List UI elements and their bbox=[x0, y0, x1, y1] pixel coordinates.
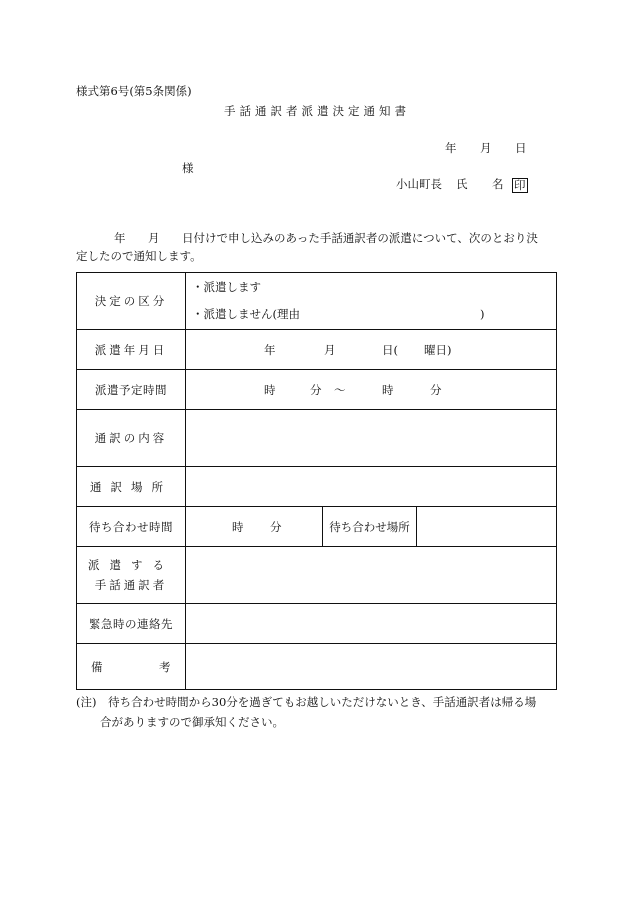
interpreter-label-line-1: 派遣する bbox=[88, 558, 174, 572]
remarks-label-2: 考 bbox=[159, 659, 174, 674]
decision-cell[interactable] bbox=[186, 273, 557, 330]
emergency-label: 緊急時の連絡先 bbox=[77, 604, 186, 644]
decision-option-dispatch[interactable]: ・派遣します bbox=[192, 279, 261, 294]
date-year-label: 年 bbox=[445, 141, 457, 155]
body-line-2: 定したので通知します。 bbox=[76, 249, 202, 263]
time-label: 派遣予定時間 bbox=[77, 370, 186, 410]
meet-time-cell[interactable] bbox=[186, 507, 323, 547]
interpreter-cell[interactable] bbox=[186, 547, 557, 604]
dispatch-table bbox=[76, 272, 557, 690]
date-weekday-unit: 曜日) bbox=[424, 342, 452, 357]
body-month-label: 月 bbox=[148, 231, 160, 245]
place-label: 通訳場所 bbox=[77, 467, 186, 507]
meet-hour-unit: 時 bbox=[232, 519, 244, 534]
meet-min-unit: 分 bbox=[270, 519, 282, 534]
footnote-text-1: 待ち合わせ時間から30分を過ぎてもお越しいただけないとき、手話通訳者は帰る場 bbox=[108, 695, 537, 709]
meet-row bbox=[77, 507, 557, 547]
footnote-text-2: 合がありますので御承知ください。 bbox=[100, 715, 284, 729]
emergency-row bbox=[77, 604, 557, 644]
decision-reason-close: ) bbox=[480, 307, 485, 321]
seal-text: 印 bbox=[514, 178, 526, 192]
emergency-cell[interactable] bbox=[186, 604, 557, 644]
time-min-1: 分 bbox=[310, 382, 322, 397]
remarks-label bbox=[77, 644, 186, 690]
time-hour-1: 時 bbox=[264, 382, 276, 397]
date-label: 派遣年月日 bbox=[77, 330, 186, 370]
time-min-2: 分 bbox=[430, 382, 442, 397]
interpreter-row bbox=[77, 547, 557, 604]
date-year-unit: 年 bbox=[264, 342, 276, 357]
footnote-line-1 bbox=[76, 692, 566, 712]
meet-place-label: 待ち合わせ場所 bbox=[323, 507, 417, 547]
date-month-unit: 月 bbox=[324, 342, 336, 357]
content-row bbox=[77, 410, 557, 467]
document-title: 手話通訳者派遣決定通知書 bbox=[224, 104, 410, 118]
seal-stamp bbox=[512, 178, 528, 193]
content-cell[interactable] bbox=[186, 410, 557, 467]
date-month-label: 月 bbox=[480, 141, 492, 155]
form-number: 様式第6号(第5条関係) bbox=[76, 84, 192, 98]
meet-place-cell[interactable] bbox=[417, 507, 557, 547]
body-year-label: 年 bbox=[114, 231, 126, 245]
issuer-name-label-2: 名 bbox=[492, 177, 504, 191]
date-cell[interactable] bbox=[186, 330, 557, 370]
decision-row bbox=[77, 273, 557, 330]
decision-label: 決定の区分 bbox=[77, 273, 186, 330]
time-cell[interactable] bbox=[186, 370, 557, 410]
decision-option-no-dispatch-text: ・派遣しません(理由 bbox=[192, 307, 300, 321]
place-row bbox=[77, 467, 557, 507]
remarks-label-1: 備 bbox=[91, 659, 106, 674]
interpreter-label-line-2: 手話通訳者 bbox=[94, 578, 168, 592]
place-cell[interactable] bbox=[186, 467, 557, 507]
date-day-label: 日 bbox=[515, 141, 527, 155]
interpreter-label bbox=[77, 547, 186, 604]
remarks-row bbox=[77, 644, 557, 690]
issuer: 小山町長 bbox=[396, 177, 442, 191]
meet-time-label: 待ち合わせ時間 bbox=[77, 507, 186, 547]
time-hour-2: 時 bbox=[382, 382, 394, 397]
remarks-cell[interactable] bbox=[186, 644, 557, 690]
time-row bbox=[77, 370, 557, 410]
addressee-suffix: 様 bbox=[182, 161, 194, 175]
footnote-prefix: (注) bbox=[76, 695, 97, 709]
content-label: 通訳の内容 bbox=[77, 410, 186, 467]
date-row bbox=[77, 330, 557, 370]
decision-option-no-dispatch[interactable] bbox=[186, 309, 556, 321]
time-tilde: 〜 bbox=[334, 382, 346, 397]
issuer-name-label-1: 氏 bbox=[456, 177, 468, 191]
date-day-unit: 日( bbox=[382, 342, 398, 357]
body-line-1: 日付けで申し込みのあった手話通訳者の派遣について、次のとおり決 bbox=[182, 231, 538, 245]
footnote bbox=[76, 692, 566, 732]
